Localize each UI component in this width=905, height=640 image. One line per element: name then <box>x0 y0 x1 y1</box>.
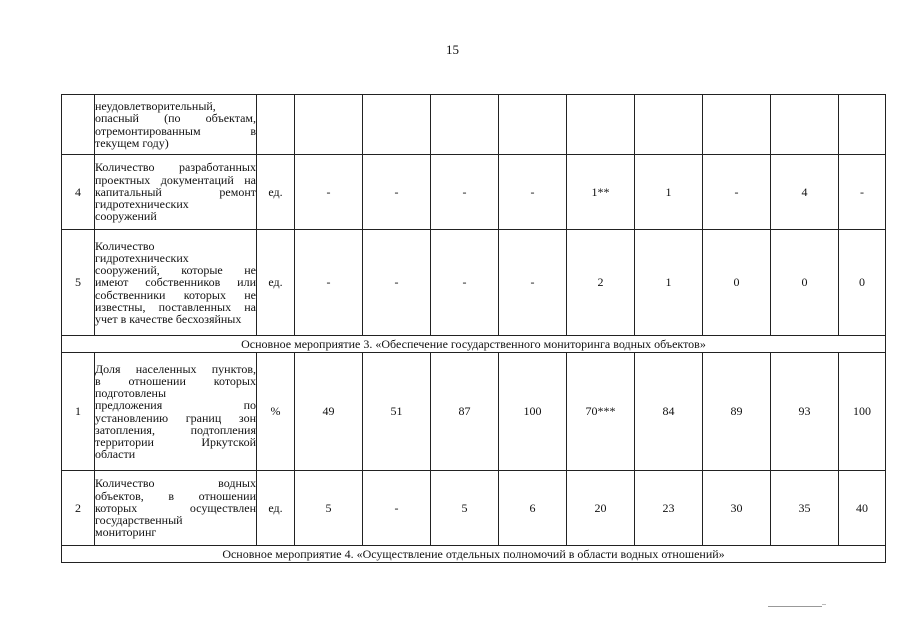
description-line: известны, поставленных на <box>95 299 256 314</box>
description-line: текущем году) <box>95 135 169 150</box>
description-line: собственники которых не <box>95 287 256 302</box>
value-cell: 6 <box>499 471 567 546</box>
row-number: 4 <box>62 155 95 230</box>
description-line: Количество разработанных <box>95 160 256 175</box>
row-number: 5 <box>62 230 95 336</box>
value-cell: 49 <box>295 353 363 471</box>
value-cell: 51 <box>363 353 431 471</box>
footer-mark <box>768 606 822 607</box>
description-line: мониторинг <box>95 525 157 540</box>
footer-mark-tick <box>822 604 826 609</box>
description-line: области <box>95 447 136 462</box>
description-line: сооружений, которые не <box>95 263 256 278</box>
value-cell: 0 <box>771 230 839 336</box>
description-line: отремонтированным в <box>95 123 256 138</box>
value-cell <box>839 95 886 155</box>
value-cell: - <box>431 230 499 336</box>
value-cell: 30 <box>703 471 771 546</box>
value-cell: 23 <box>635 471 703 546</box>
value-cell: 89 <box>703 353 771 471</box>
description-line: Доля населенных пунктов, <box>95 361 256 376</box>
value-cell: - <box>295 155 363 230</box>
indicator-description <box>95 353 257 471</box>
value-cell: - <box>839 155 886 230</box>
description-line: проектных документаций на <box>95 172 256 187</box>
value-cell: 1** <box>567 155 635 230</box>
description-line: гидротехнических <box>95 250 189 265</box>
value-cell: - <box>363 471 431 546</box>
table-row <box>62 471 886 546</box>
table-row <box>62 353 886 471</box>
description-line: опасный (по объектам, <box>95 111 256 126</box>
value-cell: 2 <box>567 230 635 336</box>
value-cell: 70*** <box>567 353 635 471</box>
description-line: подготовлены <box>95 386 167 401</box>
value-cell: 40 <box>839 471 886 546</box>
value-cell <box>431 95 499 155</box>
section-title: Основное мероприятие 4. «Осуществление отдельных полномочий в области водных отношений» <box>62 546 886 563</box>
value-cell: 93 <box>771 353 839 471</box>
value-cell: 35 <box>771 471 839 546</box>
description-line: неудовлетворительный, <box>95 99 216 114</box>
value-cell <box>567 95 635 155</box>
description-line: предложения по <box>95 398 256 413</box>
page-number: 15 <box>446 42 459 57</box>
value-cell: 1 <box>635 155 703 230</box>
value-cell <box>703 95 771 155</box>
unit-cell: ед. <box>257 471 295 546</box>
value-cell: 0 <box>703 230 771 336</box>
description-line: имеют собственников или <box>95 275 256 290</box>
value-cell: 5 <box>431 471 499 546</box>
unit-cell: % <box>257 353 295 471</box>
value-cell: 84 <box>635 353 703 471</box>
section-3-header <box>62 336 886 353</box>
unit-cell: ед. <box>257 230 295 336</box>
value-cell: - <box>499 230 567 336</box>
value-cell <box>295 95 363 155</box>
description-line: Количество водных <box>95 476 256 491</box>
description-line: территории Иркутской <box>95 434 256 449</box>
value-cell: 0 <box>839 230 886 336</box>
value-cell: - <box>295 230 363 336</box>
value-cell: 20 <box>567 471 635 546</box>
indicator-description <box>95 471 257 546</box>
value-cell: 87 <box>431 353 499 471</box>
value-cell: 100 <box>839 353 886 471</box>
value-cell: 4 <box>771 155 839 230</box>
unit-cell: ед. <box>257 155 295 230</box>
section-title: Основное мероприятие 3. «Обеспечение государственного мониторинга водных объектов» <box>62 336 886 353</box>
value-cell: 5 <box>295 471 363 546</box>
value-cell: - <box>499 155 567 230</box>
indicator-description <box>95 230 257 336</box>
row-number <box>62 95 95 155</box>
table-row <box>62 155 886 230</box>
value-cell: 1 <box>635 230 703 336</box>
description-line: гидротехнических <box>95 197 189 212</box>
description-line: установлению границ зон <box>95 410 256 425</box>
description-line: затопления, подтопления <box>95 422 256 437</box>
description-line: государственный <box>95 513 183 528</box>
value-cell: - <box>363 230 431 336</box>
value-cell: - <box>703 155 771 230</box>
row-number: 2 <box>62 471 95 546</box>
table-row <box>62 230 886 336</box>
value-cell <box>635 95 703 155</box>
description-line: Количество <box>95 238 155 253</box>
value-cell: - <box>363 155 431 230</box>
value-cell: - <box>431 155 499 230</box>
table-row <box>62 95 886 155</box>
value-cell <box>499 95 567 155</box>
unit-cell <box>257 95 295 155</box>
indicators-table <box>61 94 886 563</box>
value-cell <box>771 95 839 155</box>
section-4-header <box>62 546 886 563</box>
description-line: в отношении которых <box>95 373 256 388</box>
value-cell: 100 <box>499 353 567 471</box>
description-line: сооружений <box>95 209 157 224</box>
description-line: объектов, в отношении <box>95 488 256 503</box>
description-line: которых осуществлен <box>95 500 256 515</box>
indicator-description <box>95 95 257 155</box>
description-line: учет в качестве бесхозяйных <box>95 312 242 326</box>
description-line: капитальный ремонт <box>95 184 256 199</box>
row-number: 1 <box>62 353 95 471</box>
value-cell <box>363 95 431 155</box>
indicator-description <box>95 155 257 230</box>
